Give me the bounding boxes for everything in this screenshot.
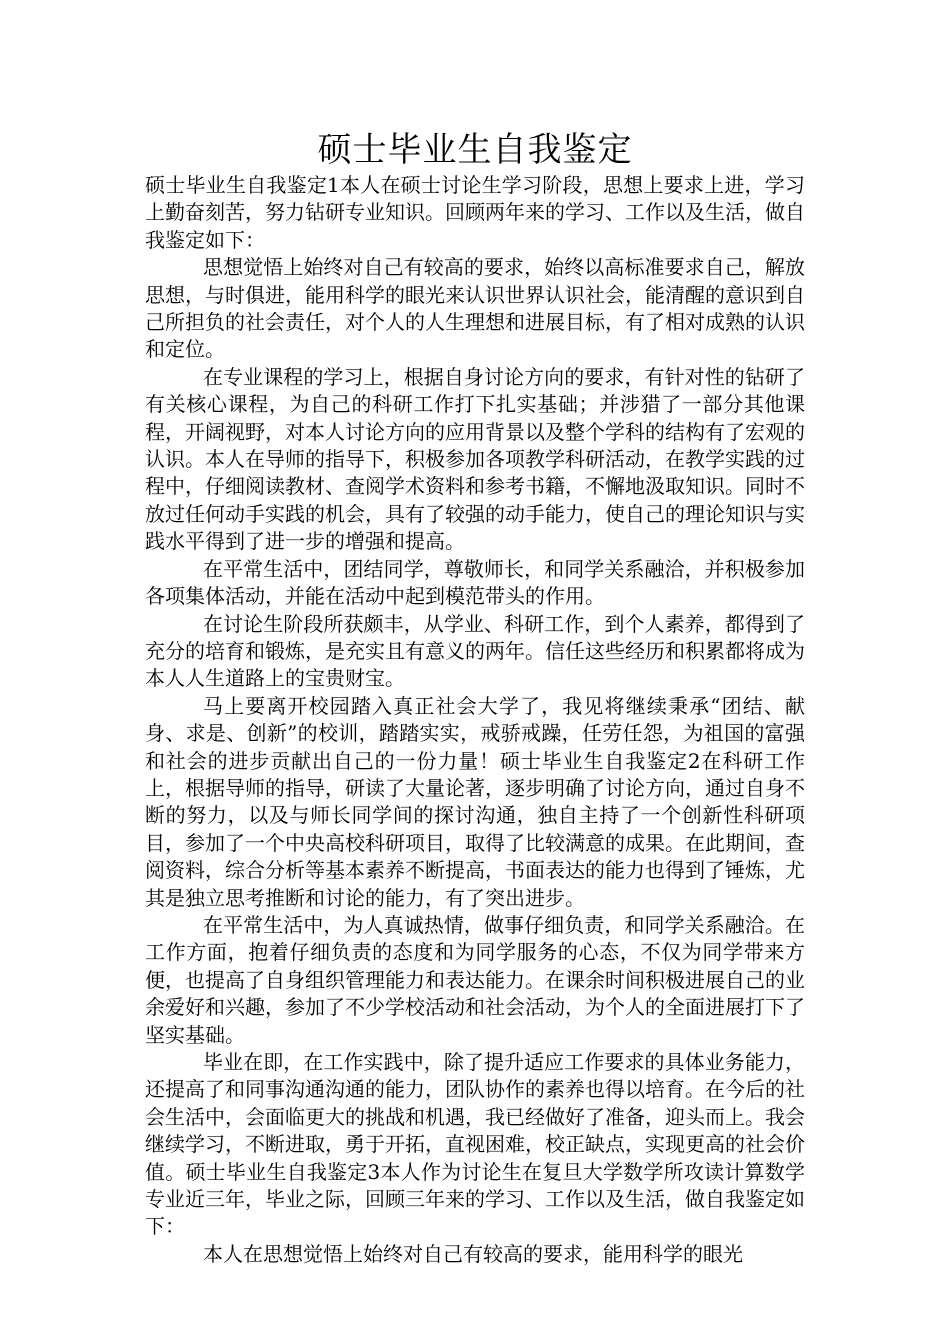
paragraph-intro: 硕士毕业生自我鉴定1本人在硕士讨论生学习阶段，思想上要求上进，学习上勤奋刻苦，努力钻研专业知识。回顾两年来的学习、工作以及生活，做自我鉴定如下： bbox=[145, 173, 805, 252]
paragraph-daily-life: 在平常生活中，团结同学，尊敬师长，和同学关系融洽，并积极参加各项集体活动，并能在活动中起到模范带头的作用。 bbox=[145, 556, 805, 609]
paragraph-graduation: 毕业在即，在工作实践中，除了提升适应工作要求的具体业务能力，还提高了和同事沟通沟通的能力，团队协作的素养也得以培育。在今后的社会生活中，会面临更大的挑战和机遇，我已经做好了准备，迎头而上。我会继续学习，不断进取，勇于开拓，直视困难，校正缺点，实现更高的社会价值。硕士毕业生自我鉴定3本人作为讨论生在复旦大学数学所攻读计算数学专业近三年，毕业之际，回顾三年来的学习、工作以及生活，做自我鉴定如下： bbox=[145, 1050, 805, 1239]
document-title: 硕士毕业生自我鉴定 bbox=[317, 130, 633, 170]
paragraph-gains: 在讨论生阶段所获颇丰，从学业、科研工作，到个人素养，都得到了充分的培育和锻炼，是充实且有意义的两年。信任这些经历和积累都将成为本人人生道路上的宝贵财宝。 bbox=[145, 611, 805, 691]
paragraph-courses: 在专业课程的学习上，根据自身讨论方向的要求，有针对性的钻研了有关核心课程，为自己的科研工作打下扎实基础；并涉猎了一部分其他课程，开阔视野，对本人讨论方向的应用背景以及整个学科的结构有了宏观的认识。本人在导师的指导下，积极参加各项教学科研活动，在教学实践的过程中，仔细阅读教材、查阅学术资料和参考书籍，不懈地汲取知识。同时不放过任何动手实践的机会，具有了较强的动手能力，使自己的理论知识与实践水平得到了进一步的增强和提高。 bbox=[145, 364, 805, 554]
paragraph-thought-2: 本人在思想觉悟上始终对自己有较高的要求，能用科学的眼光 bbox=[203, 1241, 743, 1266]
paragraph-leaving-campus: 马上要离开校园踏入真正社会大学了，我见将继续秉承“团结、献身、求是、创新”的校训，踏踏实实，戒骄戒躁，任劳任怨，为祖国的富强和社会的进步贡献出自己的一份力量！硕士毕业生自我鉴定2在科研工作上，根据导师的指导，研读了大量论著，逐步明确了讨论方向，通过自身不断的努力，以及与师长同学间的探讨沟通，独自主持了一个创新性科研项目，参加了一个中央高校科研项目，取得了比较满意的成果。在此期间，查阅资料，综合分析等基本素养不断提高，书面表达的能力也得到了锤炼，尤其是独立思考推断和讨论的能力，有了突出进步。 bbox=[145, 693, 805, 910]
document-body bbox=[145, 172, 805, 1268]
paragraph-thought: 思想觉悟上始终对自己有较高的要求，始终以高标准要求自己，解放思想，与时俱进，能用科学的眼光来认识世界认识社会，能清醒的意识到自己所担负的社会责任，对个人的人生理想和进展目标，有了相对成熟的认识和定位。 bbox=[145, 255, 805, 362]
paragraph-daily-life-2: 在平常生活中，为人真诚热情，做事仔细负责，和同学关系融洽。在工作方面，抱着仔细负责的态度和为同学服务的心态，不仅为同学带来方便，也提高了自身组织管理能力和表达能力。在课余时间积极进展自己的业余爱好和兴趣，参加了不少学校活动和社会活动，为个人的全面进展打下了坚实基础。 bbox=[145, 912, 805, 1047]
